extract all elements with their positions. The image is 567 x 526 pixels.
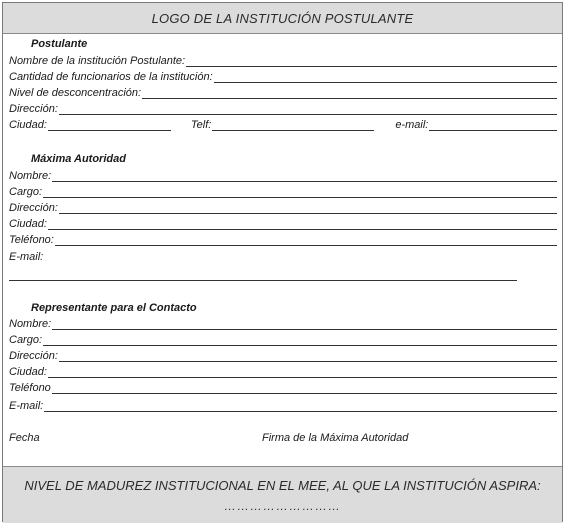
institution-email-label: e-mail: [395,119,429,131]
authority-address-line[interactable] [59,202,557,214]
section-title-authority: Máxima Autoridad [31,153,126,165]
contact-address-line[interactable] [59,350,557,362]
logo-header [3,3,562,34]
date-label: Fecha [9,432,40,444]
field-authority-address[interactable] [9,200,557,214]
contact-phone-label: Teléfono [9,382,51,394]
contact-email-line[interactable] [44,400,557,412]
contact-city-line[interactable] [48,366,557,378]
institution-name-line[interactable] [186,55,557,67]
maturity-level-band [3,466,562,523]
institution-city-line[interactable] [48,119,171,131]
contact-phone-line[interactable] [52,382,557,394]
field-institution-name[interactable] [9,53,557,67]
authority-address-label: Dirección: [9,202,58,214]
institution-phone-line[interactable] [212,119,374,131]
logo-header-text: LOGO DE LA INSTITUCIÓN POSTULANTE [151,10,414,26]
institution-city-label: Ciudad: [9,119,47,131]
field-authority-phone[interactable] [9,232,557,246]
contact-name-line[interactable] [52,318,557,330]
field-authority-position[interactable] [9,184,557,198]
contact-email-label: E-mail: [9,400,44,412]
field-contact-phone[interactable] [9,380,557,394]
contact-city-label: Ciudad: [9,366,47,378]
institution-email-line[interactable] [429,119,557,131]
field-contact-position[interactable] [9,332,557,346]
institution-address-line[interactable] [59,103,557,115]
institution-address-label: Dirección: [9,103,58,115]
authority-phone-line[interactable] [55,234,557,246]
authority-city-label: Ciudad: [9,218,47,230]
maturity-level-blank[interactable]: ……………………… [224,498,341,513]
institution-phone-label: Telf: [190,119,212,131]
section-title-contact: Representante para el Contacto [31,302,197,314]
authority-city-line[interactable] [48,218,557,230]
authority-position-label: Cargo: [9,186,43,198]
field-contact-name[interactable] [9,316,557,330]
field-contact-address[interactable] [9,348,557,362]
staff-count-label: Cantidad de funcionarios de la institución: [9,71,213,83]
field-institution-address[interactable] [9,101,557,115]
deconcentration-label: Nivel de desconcentración: [9,87,142,99]
deconcentration-line[interactable] [142,87,557,99]
authority-phone-label: Teléfono: [9,234,54,246]
field-staff-count[interactable] [9,69,557,83]
contact-position-line[interactable] [43,334,557,346]
authority-name-label: Nombre: [9,170,52,182]
authority-email-line[interactable] [9,280,517,281]
signature-label: Firma de la Máxima Autoridad [262,432,409,444]
institution-name-label: Nombre de la institución Postulante: [9,55,186,67]
contact-name-label: Nombre: [9,318,52,330]
field-authority-city[interactable] [9,216,557,230]
field-deconcentration[interactable] [9,85,557,99]
staff-count-line[interactable] [214,71,557,83]
authority-name-line[interactable] [52,170,557,182]
field-institution-contact-row [9,117,557,131]
maturity-level-text: NIVEL DE MADUREZ INSTITUCIONAL EN EL MEE, AL QUE LA INSTITUCIÓN ASPIRA: [24,477,541,493]
contact-address-label: Dirección: [9,350,58,362]
field-contact-city[interactable] [9,364,557,378]
contact-position-label: Cargo: [9,334,43,346]
section-title-postulante: Postulante [31,38,88,50]
field-authority-name[interactable] [9,168,557,182]
authority-position-line[interactable] [43,186,557,198]
field-contact-email[interactable] [9,398,557,412]
authority-email-label: E-mail: [9,251,44,263]
